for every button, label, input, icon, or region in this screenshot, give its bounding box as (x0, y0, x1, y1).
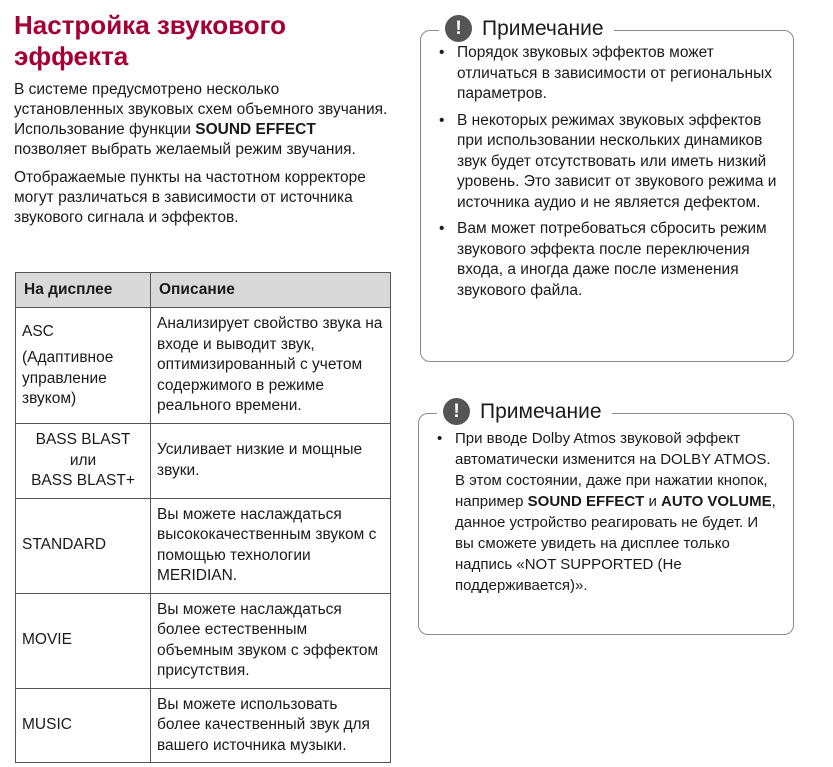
mode-cell: STANDARD (16, 498, 151, 593)
exclamation-icon: ! (443, 398, 470, 425)
note-list (421, 31, 793, 301)
sound-modes-table (15, 272, 391, 763)
description-cell: Вы можете использовать более качественный звук для вашего источника музыки. (151, 688, 391, 763)
table-row (16, 424, 391, 499)
list-item (431, 428, 781, 596)
note2-text-a: В этом состоянии, даже при нажатии кнопок, например (455, 472, 768, 510)
mode-cell: MOVIE (16, 593, 151, 688)
table-row (16, 308, 391, 424)
note-box-1 (420, 16, 794, 362)
list-item: • Вам может потребоваться сбросить режим звукового эффекта после переключения входа, а иногда даже после изменения звукового файла. (433, 219, 779, 301)
description-cell: Вы можете наслаждаться высококачественным звуком с помощью технологии MERIDIAN. (151, 498, 391, 593)
mode-name: BASS BLAST или BASS BLAST+ (31, 431, 135, 489)
intro-text-1: В системе предусмотрено несколько установленных звуковых схем объемного звучания. Использование функции (14, 81, 388, 138)
description-cell: Усиливает низкие и мощные звуки. (151, 424, 391, 499)
mode-cell (16, 424, 151, 499)
mode-subtitle: (Адаптивное управление звуком) (22, 349, 114, 407)
intro-text-2: позволяет выбрать желаемый режим звучания. (14, 141, 356, 158)
note2-paragraph-1: При вводе Dolby Atmos звуковой эффект автоматически изменится на DOLBY ATMOS. (455, 430, 771, 468)
note2-text-c: и (644, 493, 662, 510)
note-list (419, 414, 793, 596)
exclamation-icon: ! (445, 15, 472, 42)
description-cell: Анализирует свойство звука на входе и выводит звук, оптимизированный с учетом содержимого в режиме реального времени. (151, 308, 391, 424)
note-header (439, 15, 614, 42)
note2-bold-1: SOUND EFFECT (527, 493, 645, 510)
mode-cell (16, 308, 151, 424)
header-description: Описание (151, 273, 391, 308)
intro-paragraph-2: Отображаемые пункты на частотном корректоре могут различаться в зависимости от источника звукового сигнала и эффектов. (14, 169, 366, 226)
table-row (16, 498, 391, 593)
section-title: Настройка звукового эффекта (14, 10, 287, 71)
note-title: Примечание (480, 399, 602, 423)
note-box-2 (418, 399, 794, 635)
mode-name: ASC (22, 322, 54, 340)
left-column (14, 10, 392, 228)
table-header-row (16, 273, 391, 308)
note2-text-d: , данное устройство реагировать не будет. И вы сможете увидеть на дисплее только надпись «NOT SUPPORTED (Не поддерживается)». (455, 493, 776, 594)
intro-bold: SOUND EFFECT (195, 121, 316, 138)
description-cell: Вы можете наслаждаться более естественным объемным звуком с эффектом присутствия. (151, 593, 391, 688)
list-item: • Порядок звуковых эффектов может отличаться в зависимости от региональных параметров. (433, 43, 779, 105)
mode-cell: MUSIC (16, 688, 151, 763)
list-item: • В некоторых режимах звуковых эффектов при использовании нескольких динамиков звук будет отсутствовать или иметь низкий уровень. Это зависит от звукового режима и источника аудио и не является дефектом. (433, 111, 779, 214)
table-row (16, 593, 391, 688)
header-display: На дисплее (16, 273, 151, 308)
table-row (16, 688, 391, 763)
intro-paragraph (14, 80, 392, 160)
note-title: Примечание (482, 16, 604, 40)
note2-bold-2: AUTO VOLUME (661, 493, 772, 510)
note-header (437, 398, 612, 425)
